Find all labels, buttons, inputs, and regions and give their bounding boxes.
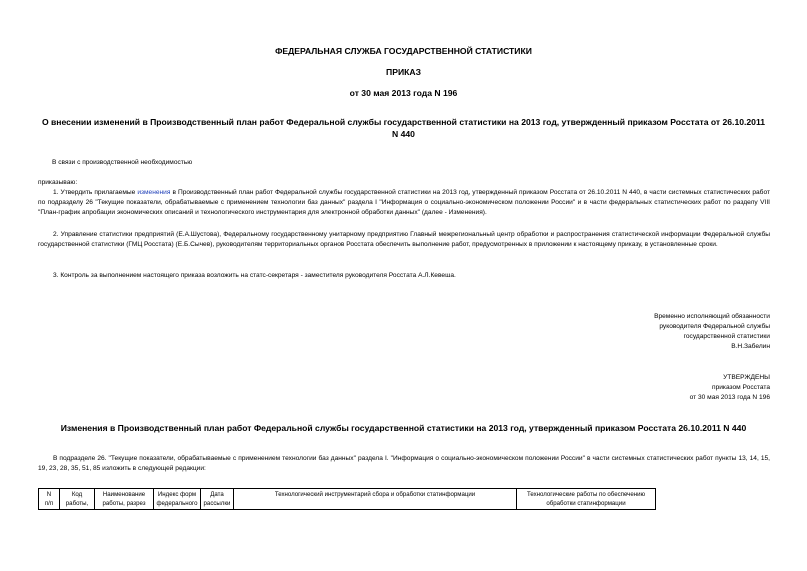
col-number-l2: п/п [44, 500, 54, 507]
col-name-l1: Наименование [102, 491, 146, 498]
col-tools [234, 489, 517, 510]
signature-name: В.Н.Забелин [731, 343, 770, 350]
signature-line-1: Временно исполняющий обязанности [654, 313, 770, 320]
col-date-l1: Дата [210, 491, 224, 498]
paragraph-3: 3. Контроль за выполнением настоящего приказа возложить на статс-секретаря - заместителя руководителя Росстата А.Л.Кевеша. [53, 272, 456, 279]
changes-link[interactable]: изменения [137, 189, 171, 196]
col-date [201, 489, 234, 510]
col-name-l2: работы, разрез [102, 500, 146, 507]
signature-line-3: государственной статистики [683, 333, 770, 340]
paragraph-1 [38, 188, 770, 218]
paragraph-2: 2. Управление статистики предприятий (Е.А.Шустова), Федеральному государственному унитарному предприятию Главный межрегиональный центр обработки и распространения статистической информации Федеральной службы государственной статистики (ГМЦ Росстата) (Е.Б.Сычев), руководителям территориальных органов Росстата обеспечить выполнение работ, предусмотренных в приложении к настоящему приказу, в установленные сроки. [38, 231, 770, 248]
col-tools-l1: Технологический инструментарий сбора и обработки статинформации [274, 491, 476, 498]
col-name [95, 489, 154, 510]
col-code [60, 489, 95, 510]
col-date-l2: рассылки [203, 500, 231, 507]
intro-text: В связи с производственной необходимостью [52, 159, 193, 166]
paragraph-1-before: 1. Утвердить прилагаемые [53, 189, 138, 196]
changes-text: В подразделе 26. "Текущие показатели, обрабатываемые с применением технологии баз данных" раздела I. "Информация о социально-экономическом положении России" в части системных статистических работ пункты 13, 14, 15, 19, 23, 28, 35, 51, 85 изложить в следующей редакции: [38, 455, 770, 472]
approved-order: приказом Росстата [712, 384, 770, 391]
document-date-number: от 30 мая 2013 года N 196 [349, 88, 458, 98]
col-tech-works-l1: Технологические работы по обеспечению [526, 491, 646, 498]
changes-table [38, 488, 656, 510]
approved-date: от 30 мая 2013 года N 196 [689, 394, 770, 401]
col-number-l1: N [46, 491, 52, 498]
approved-label: УТВЕРЖДЕНЫ [723, 374, 770, 381]
changes-title: Изменения в Производственный план работ Федеральной службы государственной статистики на 2013 год, утвержденный приказом Росстата 26.10.2011 N 440 [60, 423, 747, 433]
col-code-l1: Код [71, 491, 83, 498]
col-form-index [154, 489, 201, 510]
agency-heading: ФЕДЕРАЛЬНАЯ СЛУЖБА ГОСУДАРСТВЕННОЙ СТАТИСТИКИ [275, 46, 532, 56]
col-code-l2: работы, [65, 500, 89, 507]
col-tech-works-l2: обработки статинформации [546, 500, 626, 507]
order-word: приказываю: [38, 179, 78, 186]
signature-line-2: руководителя Федеральной службы [659, 323, 770, 330]
paragraph-1-after: в Производственный план работ Федеральной службы государственной статистики на 2013 год, утвержденный приказом Росстата от 26.10.2011 N 440, в части системных статистических работ по подразделу 26 "Текущие показатели, обрабатываемые с применением технологии баз данных" раздела I "Информация о социально-экономическом положении России" и в части федеральных статистических работ по разделу VIII "План-график апробации экономических описаний и технологического инструментария для электронной обработки данных" (далее - Изменения). [38, 189, 770, 216]
document-title: О внесении изменений в Производственный план работ Федеральной службы государственной статистики на 2013 год, утвержденный приказом Росстата от 26.10.2011 N 440 [41, 117, 766, 139]
col-number [39, 489, 60, 510]
col-tech-works [517, 489, 656, 510]
col-form-index-l1: Индекс форм [157, 491, 197, 498]
document-type: ПРИКАЗ [386, 67, 421, 77]
col-form-index-l2: федерального [156, 500, 198, 507]
table-header-row [39, 489, 656, 510]
